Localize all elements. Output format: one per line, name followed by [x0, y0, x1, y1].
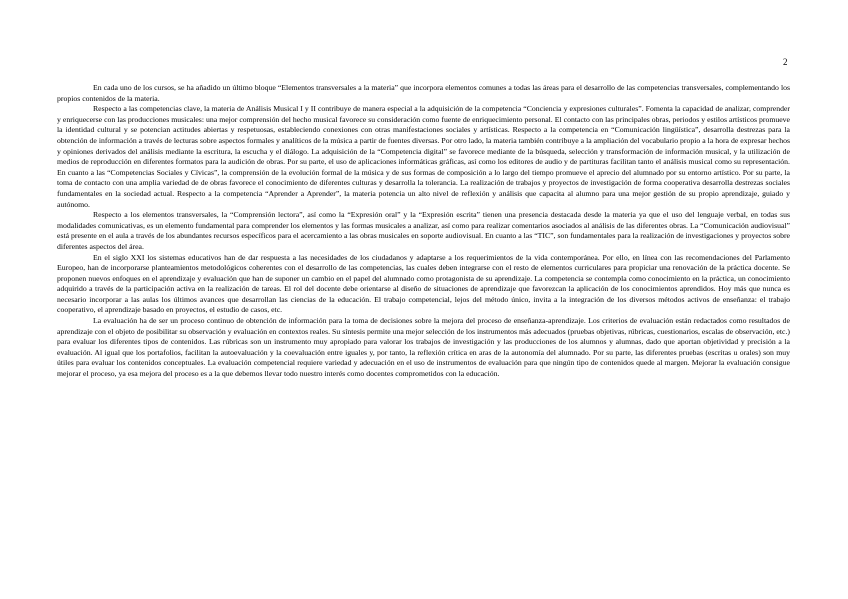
- paragraph-transversal-block: En cada uno de los cursos, se ha añadido un último bloque “Elementos transversales a la materia” que incorpora elementos comunes a todas las áreas para el desarrollo de las competencias transversales, complementando los propios contenidos de la materia.: [57, 83, 790, 103]
- paragraph-evaluation: La evaluación ha de ser un proceso continuo de obtención de información para la toma de decisiones sobre la mejora del proceso de enseñanza-aprendizaje. Los criterios de evaluación están redactados como resultados de aprendizaje con el objeto de posibilitar su observación y evaluación en contextos reales. Su síntesis permite una mejor selección de los instrumentos más adecuados (pruebas objetivas, rúbricas, cuestionarios, escalas de observación, etc.) para evaluar los diferentes tipos de contenidos. Las rúbricas son un instrumento muy apropiado para valorar los trabajos de investigación y las producciones de los alumnos y alumnas, dado que aportan objetividad y precisión a la evaluación. Al igual que los portafolios, facilitan la autoevaluación y la coevaluación entre iguales y, por tanto, la reflexión crítica en aras de la autonomía del alumnado. Por su parte, las diferentes pruebas (escritas u orales) son muy útiles para evaluar los contenidos conceptuales. La evaluación competencial requiere variedad y adecuación en el uso de instrumentos de evaluación para que ningún tipo de contenidos quede al margen. Mejorar la evaluación consigue mejorar el proceso, ya esa mejora del proceso es a la que debemos llevar todo nuestro interés como docentes comprometidos con la educación.: [57, 316, 790, 379]
- paragraph-methodology: En el siglo XXI los sistemas educativos han de dar respuesta a las necesidades de los ciudadanos y adaptarse a los requerimientos de la vida contemporánea. Por ello, en línea con las recomendaciones del Parlamento Europeo, han de incorporarse planteamientos metodológicos coherentes con el desarrollo de las competencias, las cuales deben integrarse con el resto de elementos curriculares para propiciar una renovación de la práctica docente. Se proponen nuevos enfoques en el aprendizaje y evaluación que han de suponer un cambio en el papel del alumnado como protagonista de su aprendizaje. La competencia se contempla como conocimiento en la práctica, un conocimiento adquirido a través de la participación activa en la realización de tareas. El rol del docente debe orientarse al diseño de situaciones de aprendizaje que favorezcan la aplicación de los conocimientos aprendidos. Hoy más que nunca es necesario incorporar a las aulas los últimos avances que desarrollan las ciencias de la educación. El trabajo competencial, lejos del método único, invita a la integración de los diversos métodos activos de enseñanza: el trabajo cooperativo, el aprendizaje basado en proyectos, el estudio de casos, etc.: [57, 252, 790, 315]
- paragraph-transversal-elements: Respecto a los elementos transversales, la “Comprensión lectora”, así como la “Expresión oral” y la “Expresión escrita” tienen una presencia destacada desde la materia ya que el uso del lenguaje verbal, en todas sus modalidades comunicativas, es un elemento fundamental para comprender los elementos y las formas musicales a analizar, así como para realizar comentarios asociados al análisis de las diferentes obras. La “Comunicación audiovisual” está presente en el aula a través de los abundantes recursos específicos para el acercamiento a las obras musicales en soporte audiovisual. En cuanto a las “TIC”, son fundamentales para la realización de investigaciones y proyectos sobre diferentes aspectos del área.: [57, 210, 790, 251]
- document-body: [57, 83, 790, 380]
- paragraph-key-competences: Respecto a las competencias clave, la materia de Análisis Musical I y II contribuye de manera especial a la adquisición de la competencia “Conciencia y expresiones culturales”. Fomenta la capacidad de analizar, comprender y enriquecerse con las producciones musicales: una mejor comprensión del hecho musical favorece su consideración como fuente de enriquecimiento personal. El contacto con las principales obras, periodos y estilos artísticos promueve la identidad cultural y se potencian actitudes abiertas y respetuosas, estableciendo conexiones con otras manifestaciones sociales y artísticas. Respecto a la competencia en “Comunicación lingüística”, desarrolla destrezas para la obtención de información a través de lecturas sobre aspectos formales y analíticos de la música a partir de fuentes diversas. Por otro lado, la materia también contribuye a la ampliación del vocabulario propio a la hora de expresar hechos y opiniones derivados del análisis mediante la escritura, la escucha y el diálogo. La adquisición de la “Competencia digital” se favorece mediante de la búsqueda, selección y transformación de información musical, y la utilización de medios de reproducción en diferentes formatos para la audición de obras. Por su parte, el uso de aplicaciones informáticas gráficas, así como los editores de audio y de partituras facilitan tanto el análisis musical como su representación. En cuanto a las “Competencias Sociales y Cívicas”, la comprensión de la evolución formal de la música y de sus formas de composición a lo largo del tiempo promueve el aprecio del alumnado por su entorno artístico. Por su parte, la toma de contacto con una amplia variedad de de obras favorece el conocimiento de diferentes culturas y desarrolla la tolerancia. La realización de trabajos y proyectos de investigación de forma cooperativa desarrolla destrezas sociales fundamentales en la sociedad actual. Respecto a la competencia “Aprender a Aprender”, la materia potencia un alto nivel de reflexión y análisis que capacita al alumno para una mejor gestión de su propio aprendizaje, guiado y autónomo.: [57, 104, 790, 209]
- page-number: 2: [783, 57, 788, 67]
